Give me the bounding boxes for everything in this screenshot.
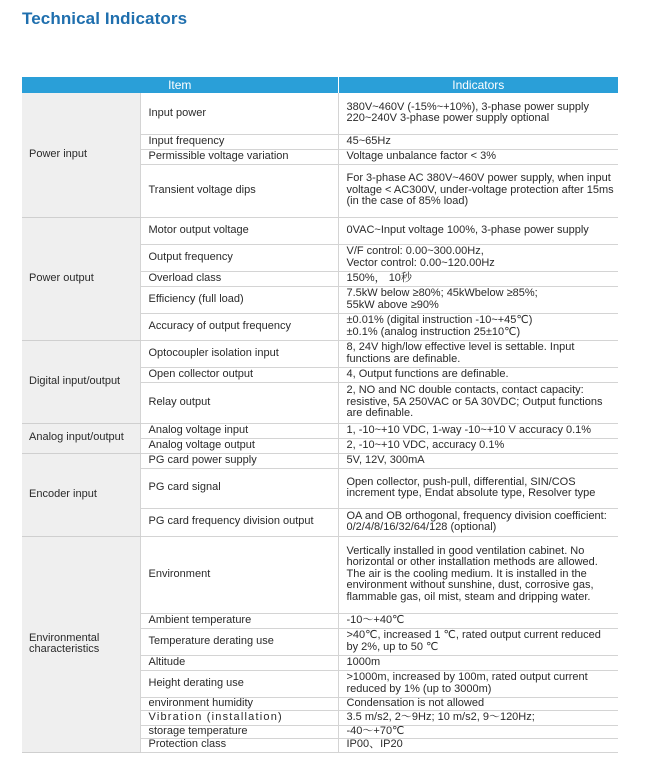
item-label: Transient voltage dips (140, 164, 338, 217)
item-value: >1000m, increased by 100m, rated output current reduced by 1% (up to 3000m) (338, 670, 618, 697)
item-value: -40～+70℃ (338, 725, 618, 738)
table-row (22, 217, 618, 244)
item-label: Input power (140, 93, 338, 134)
item-label: environment humidity (140, 697, 338, 710)
item-label: Input frequency (140, 134, 338, 149)
item-value: 4, Output functions are definable. (338, 367, 618, 382)
item-value: 7.5kW below ≥80%; 45kWbelow ≥85%; 55kW above ≥90% (338, 286, 618, 313)
group-digital-io: Digital input/output (22, 340, 140, 423)
item-label: Optocoupler isolation input (140, 340, 338, 367)
item-label: Relay output (140, 382, 338, 423)
item-value: 0VAC~Input voltage 100%, 3-phase power supply (338, 217, 618, 244)
header-item: Item (22, 77, 338, 93)
item-value: 5V, 12V, 300mA (338, 453, 618, 468)
item-label: Vibration (installation) (140, 710, 338, 725)
item-label: Environment (140, 536, 338, 613)
item-label: Overload class (140, 271, 338, 286)
group-power-input: Power input (22, 93, 140, 217)
item-label: Motor output voltage (140, 217, 338, 244)
item-value: 1, -10~+10 VDC, 1-way -10~+10 V accuracy 0.1% (338, 423, 618, 438)
item-value: For 3-phase AC 380V~460V power supply, when input voltage < AC300V, under-voltage protection after 15ms (in the case of 85% load) (338, 164, 618, 217)
item-value: Voltage unbalance factor < 3% (338, 149, 618, 164)
item-value: Condensation is not allowed (338, 697, 618, 710)
item-value: IP00、IP20 (338, 738, 618, 752)
table-row (22, 93, 618, 134)
item-label: Efficiency (full load) (140, 286, 338, 313)
table-row (22, 423, 618, 438)
page-title: Technical Indicators (22, 9, 188, 28)
item-label: Protection class (140, 738, 338, 752)
group-power-output: Power output (22, 217, 140, 340)
item-label: Accuracy of output frequency (140, 313, 338, 340)
item-value: 2, NO and NC double contacts, contact capacity: resistive, 5A 250VAC or 5A 30VDC; Output functions are definable. (338, 382, 618, 423)
item-value: -10～+40℃ (338, 613, 618, 628)
item-value: ±0.01% (digital instruction -10~+45℃) ±0.1% (analog instruction 25±10℃) (338, 313, 618, 340)
header-indicators: Indicators (338, 77, 618, 93)
item-label: Permissible voltage variation (140, 149, 338, 164)
item-label: PG card frequency division output (140, 508, 338, 536)
item-value: 150%， 10秒 (338, 271, 618, 286)
item-label: PG card power supply (140, 453, 338, 468)
item-value: 2, -10~+10 VDC, accuracy 0.1% (338, 438, 618, 453)
group-encoder-input: Encoder input (22, 453, 140, 536)
table-row (22, 340, 618, 367)
item-value: 45~65Hz (338, 134, 618, 149)
item-value: V/F control: 0.00~300.00Hz, Vector control: 0.00~120.00Hz (338, 244, 618, 271)
item-label: Altitude (140, 655, 338, 670)
item-value: 8, 24V high/low effective level is settable. Input functions are definable. (338, 340, 618, 367)
item-value: 3.5 m/s2, 2～9Hz; 10 m/s2, 9～120Hz; (338, 710, 618, 725)
item-value: Vertically installed in good ventilation cabinet. No horizontal or other installation methods are allowed. The air is the cooling medium. It is installed in the environment without sunshine, dust, corrosive gas, flammable gas, oil mist, steam and dripping water. (338, 536, 618, 613)
item-label: PG card signal (140, 468, 338, 508)
item-label: Open collector output (140, 367, 338, 382)
item-label: Height derating use (140, 670, 338, 697)
group-analog-io: Analog input/output (22, 423, 140, 453)
item-value: >40℃, increased 1 ℃, rated output current reduced by 2%, up to 50 ℃ (338, 628, 618, 655)
item-label: Temperature derating use (140, 628, 338, 655)
item-label: Analog voltage input (140, 423, 338, 438)
item-value: OA and OB orthogonal, frequency division coefficient: 0/2/4/8/16/32/64/128 (optional) (338, 508, 618, 536)
item-label: Analog voltage output (140, 438, 338, 453)
spec-table (22, 77, 618, 753)
table-header-row (22, 77, 618, 93)
item-value: 380V~460V (-15%~+10%), 3-phase power supply 220~240V 3-phase power supply optional (338, 93, 618, 134)
item-label: Output frequency (140, 244, 338, 271)
group-environmental: Environmental characteristics (22, 536, 140, 752)
item-label: storage temperature (140, 725, 338, 738)
item-label: Ambient temperature (140, 613, 338, 628)
table-row (22, 453, 618, 468)
table-row (22, 536, 618, 613)
item-value: Open collector, push-pull, differential, SIN/COS increment type, Endat absolute type, Resolver type (338, 468, 618, 508)
item-value: 1000m (338, 655, 618, 670)
